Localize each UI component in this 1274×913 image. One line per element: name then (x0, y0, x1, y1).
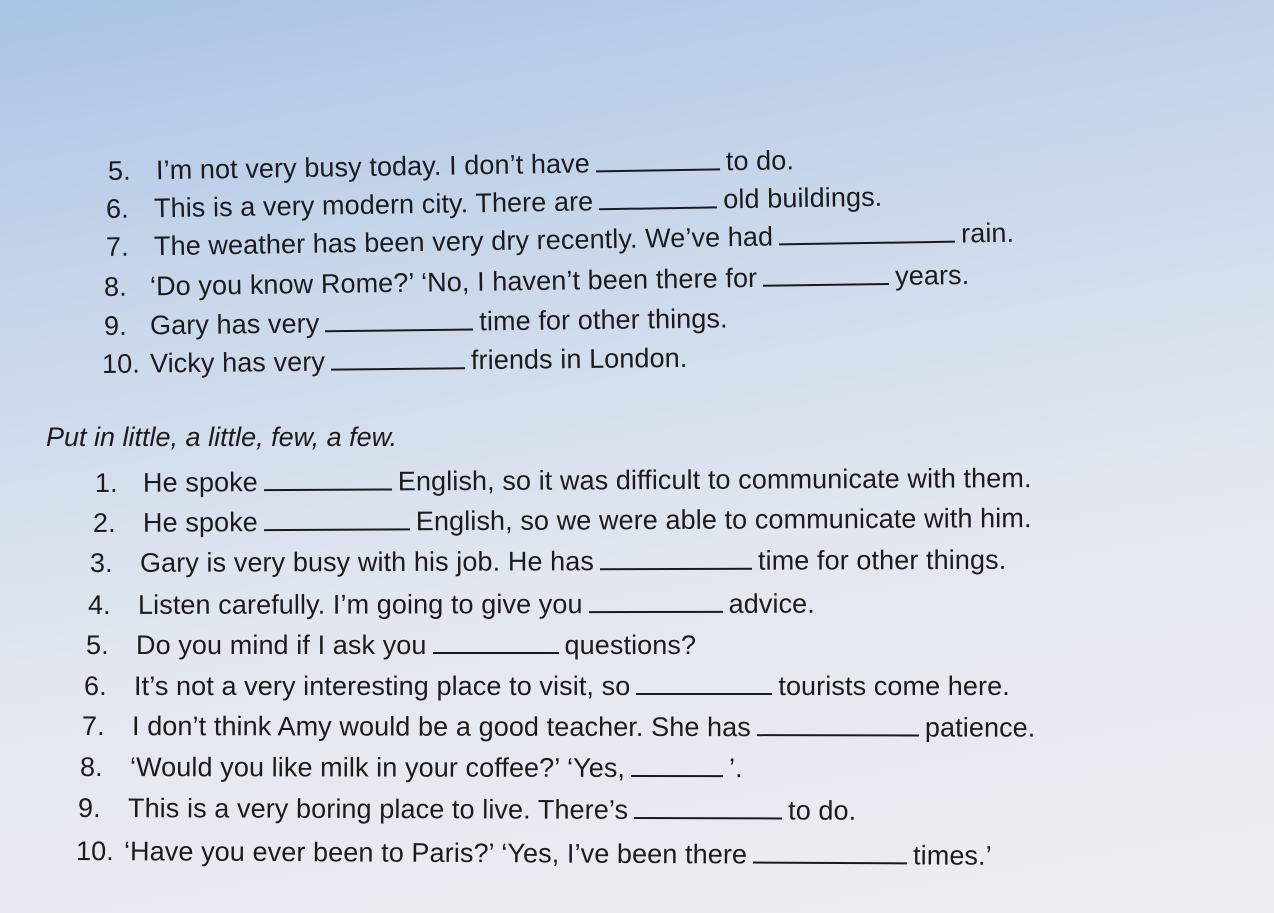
item-text-after: patience. (924, 712, 1036, 743)
answer-blank[interactable] (779, 219, 955, 246)
item-text-after: time for other things. (757, 544, 1007, 576)
item-number: 9. (103, 310, 127, 341)
item-number: 1. (94, 467, 118, 498)
answer-blank[interactable] (636, 671, 772, 695)
item-number: 7. (81, 711, 105, 742)
item-text-before: I’m not very busy today. I don’t have (155, 148, 591, 186)
answer-blank[interactable] (757, 712, 919, 736)
item-text-after: to do. (788, 795, 857, 826)
item-text-after: old buildings. (723, 181, 883, 215)
item-text-after: advice. (728, 588, 815, 619)
exercise-item (104, 260, 970, 303)
item-text-after: ’. (729, 753, 743, 784)
item-text-before: I don’t think Amy would be a good teacher. She has (131, 711, 751, 743)
item-text-before: It’s not a very interesting place to visit, so (134, 671, 631, 701)
item-number: 10. (75, 836, 114, 867)
answer-blank[interactable] (600, 546, 752, 571)
answer-blank[interactable] (589, 589, 723, 613)
exercise-item (102, 343, 688, 380)
item-number: 2. (92, 507, 116, 538)
item-text-before: Vicky has very (149, 346, 326, 379)
exercise-item (84, 671, 1010, 702)
item-text-before: ‘Do you know Rome?’ ‘No, I haven’t been there for (149, 262, 758, 302)
item-number: 5. (107, 155, 131, 186)
answer-blank[interactable] (631, 753, 723, 777)
item-text-before: Gary is very busy with his job. He has (139, 546, 595, 578)
item-number: 6. (105, 193, 129, 224)
answer-blank[interactable] (264, 466, 392, 491)
exercise-item (78, 793, 856, 827)
exercise-item (106, 182, 883, 225)
item-text-before: Listen carefully. I’m going to give you (137, 589, 583, 620)
exercise-item (88, 589, 815, 621)
item-number: 3. (89, 547, 113, 578)
answer-blank[interactable] (599, 184, 717, 210)
exercise-item (80, 752, 743, 784)
answer-blank[interactable] (433, 630, 559, 654)
exercise-item (95, 463, 1032, 499)
item-text-before: This is a very boring place to live. There’s (127, 793, 629, 825)
item-text-before: He spoke (142, 507, 258, 538)
item-text-before: Gary has very (149, 308, 320, 341)
answer-blank[interactable] (325, 306, 473, 332)
exercise-item (106, 218, 1015, 263)
item-text-after: friends in London. (470, 342, 688, 376)
item-text-before: ‘Have you ever been to Paris?’ ‘Yes, I’ve been there (123, 836, 748, 870)
item-text-before: He spoke (142, 467, 258, 498)
item-text-before: Do you mind if I ask you (136, 630, 427, 660)
answer-blank[interactable] (331, 345, 465, 370)
item-number: 4. (87, 589, 111, 620)
exercise-item (93, 503, 1032, 539)
item-text-after: times.’ (912, 840, 992, 871)
item-text-before: This is a very modern city. There are (153, 186, 594, 224)
item-number: 5. (86, 630, 109, 660)
exercise-item (86, 630, 696, 661)
item-number: 10. (101, 348, 140, 379)
item-number: 6. (84, 671, 107, 701)
item-text-after: rain. (960, 217, 1015, 249)
exercise-item (90, 545, 1006, 579)
answer-blank[interactable] (753, 840, 907, 865)
item-text-after: English, so we were able to communicate with him. (415, 503, 1032, 537)
answer-blank[interactable] (634, 795, 782, 820)
answer-blank[interactable] (264, 506, 410, 531)
item-number: 8. (103, 271, 127, 302)
exercise-item (108, 145, 794, 187)
exercise-item (104, 303, 728, 342)
item-text-before: The weather has been very dry recently. We’ve had (153, 221, 774, 262)
exercise-item (82, 711, 1035, 744)
item-number: 8. (79, 752, 103, 783)
item-text-before: ‘Would you like milk in your coffee?’ ‘Yes, (129, 752, 626, 783)
item-text-after: tourists come here. (778, 671, 1010, 701)
item-text-after: questions? (564, 630, 697, 660)
answer-blank[interactable] (596, 146, 720, 172)
item-text-after: years. (894, 259, 970, 291)
item-text-after: to do. (725, 145, 795, 177)
exercise-item (76, 836, 992, 872)
item-number: 9. (77, 793, 101, 824)
item-text-after: English, so it was difficult to communicate with them. (397, 463, 1032, 497)
item-number: 7. (105, 231, 129, 262)
exercise-instruction: Put in little, a little, few, a few. (46, 422, 398, 452)
answer-blank[interactable] (763, 261, 889, 287)
item-text-after: time for other things. (479, 303, 728, 337)
